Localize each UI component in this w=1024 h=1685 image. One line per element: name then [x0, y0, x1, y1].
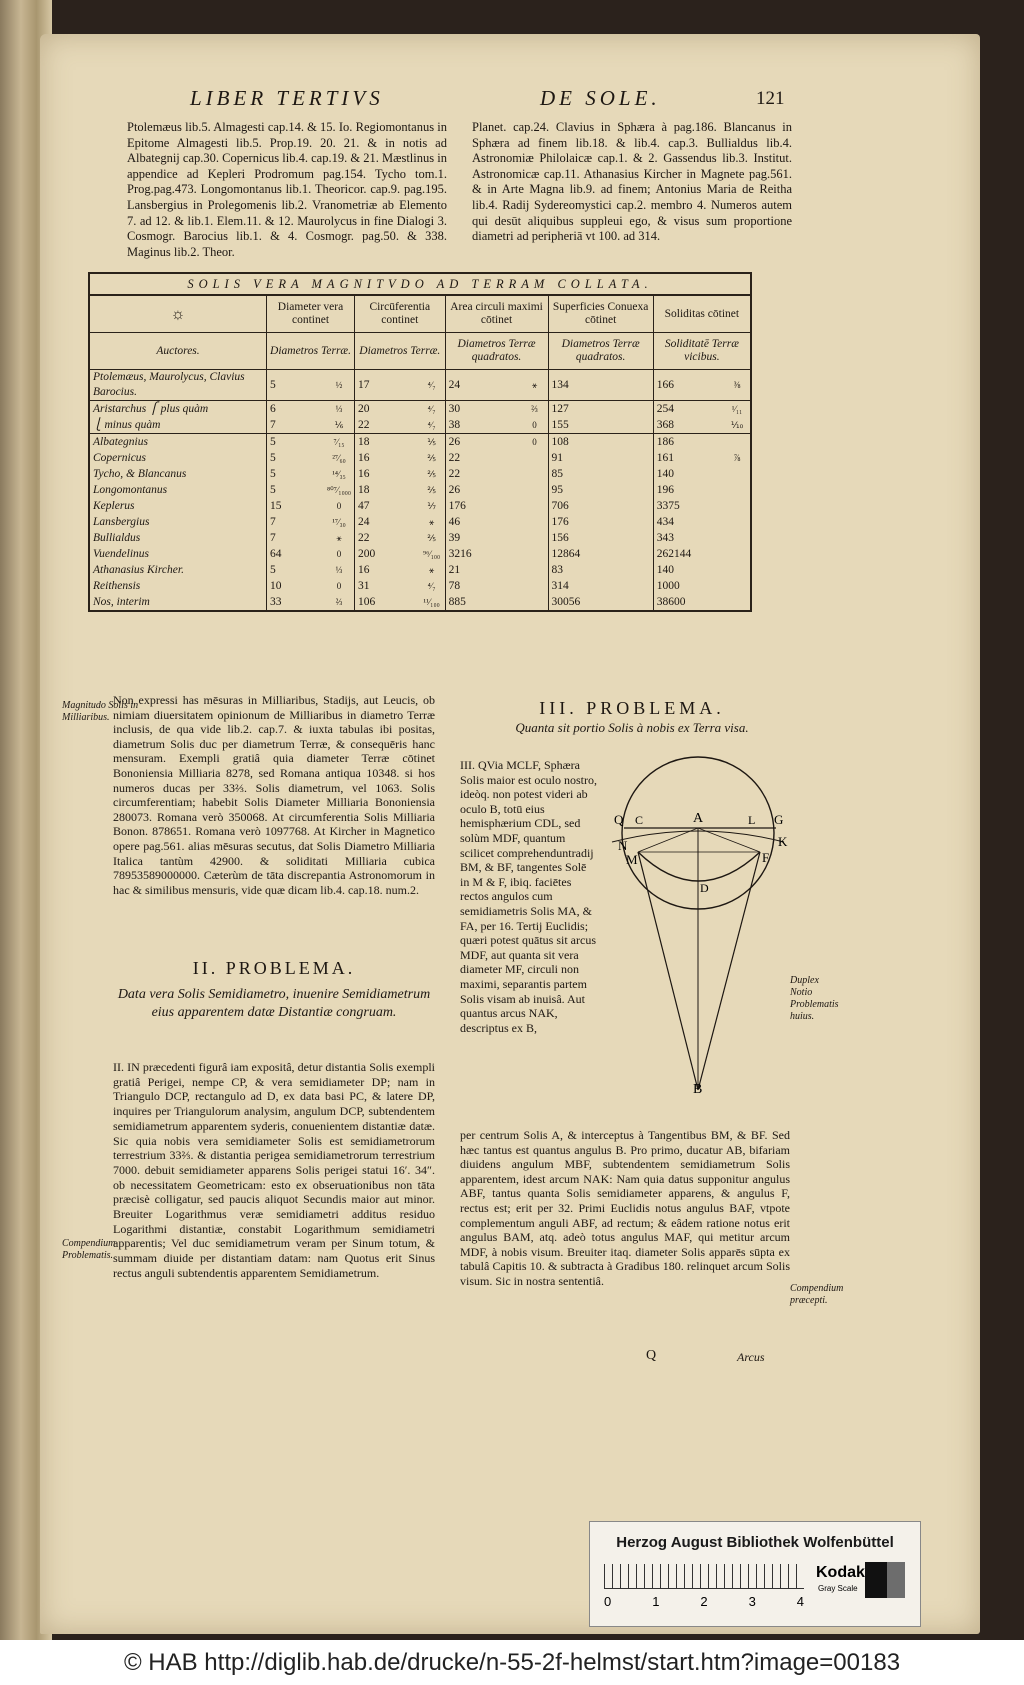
- fraction-cell: [522, 530, 549, 546]
- value-cell: 22: [445, 450, 521, 466]
- value-cell: 22: [354, 530, 418, 546]
- problem-3-text-part1: III. QVia MCLF, Sphæra Solis maior est oculo nostro, ideòq. non potest videri ab oculo B, totū eius hemisphærium CDL, sed solùm MDF, quantum scilicet comprehenduntradij BM, & BF, tangentes Solē in M & F, ibiq. faciētes rectos angulos cum semidiametris Solis MA, & FA, per 16. Tertij Euclidis; quæri potest quātus sit arcus MDF, aut quanta sit vera diameter MF, circuli non maximi, separantis partem Solis visam ab inuisâ. Aut quantus arcus NAK, descriptus ex B,: [460, 758, 597, 1035]
- value-cell: 10: [267, 578, 325, 594]
- value-cell: 83: [548, 562, 627, 578]
- fraction-cell: ⚹: [336, 532, 342, 543]
- fraction-cell: [627, 578, 654, 594]
- value-cell: 156: [548, 530, 627, 546]
- fraction-cell: 0: [522, 417, 549, 434]
- table-row: [89, 417, 751, 434]
- subheader-1: Diametros Terræ.: [267, 333, 355, 370]
- fraction-cell: [724, 514, 751, 530]
- header-diameter: Diameter vera continet: [267, 295, 355, 333]
- value-cell: 18: [354, 434, 418, 451]
- problem-2-title: II. PROBLEMA.: [192, 958, 356, 978]
- fraction-cell: ½: [324, 370, 354, 401]
- value-cell: 64: [267, 546, 325, 562]
- table-row: [89, 401, 751, 418]
- value-cell: 706: [548, 498, 627, 514]
- ruler-labels: [604, 1594, 804, 1609]
- tick-2: 2: [700, 1594, 708, 1609]
- label-G: G: [774, 812, 784, 827]
- table-row: [89, 530, 751, 546]
- value-cell: 176: [548, 514, 627, 530]
- value-cell: 155: [548, 417, 627, 434]
- fraction-cell: ⅒: [724, 417, 751, 434]
- author-cell: ⎩ minus quàm: [89, 417, 267, 434]
- fraction-cell: ⁸⁰⁷⁄₁₀₀₀: [327, 484, 351, 495]
- fraction-cell: [627, 530, 654, 546]
- header-solidity: Soliditas cōtinet: [653, 295, 751, 333]
- margin-note-compendium-praecepti: Compendium præcepti.: [790, 1283, 844, 1306]
- problem-2-subtitle: Data vera Solis Semidiametro, inuenire Semidiametrum eius apparentem datæ Distantiæ congruam.: [117, 987, 431, 1020]
- value-cell: 5: [267, 370, 325, 401]
- fraction-cell: [522, 594, 549, 611]
- gray-scale-label: Gray Scale: [818, 1584, 858, 1593]
- author-cell: Vuendelinus: [89, 546, 267, 562]
- table-row: [89, 578, 751, 594]
- value-cell: 3216: [445, 546, 521, 562]
- value-cell: 30056: [548, 594, 627, 611]
- value-cell: 15: [267, 498, 325, 514]
- sun-symbol-icon: ☼: [89, 295, 267, 333]
- value-cell: 16: [354, 562, 418, 578]
- value-cell: 5: [267, 450, 325, 466]
- value-cell: 140: [653, 562, 724, 578]
- fraction-cell: [724, 546, 751, 562]
- fraction-cell: ⚹: [428, 564, 435, 575]
- label-Q: Q: [614, 812, 624, 827]
- table-row: [89, 498, 751, 514]
- value-cell: 3375: [653, 498, 724, 514]
- value-cell: 26: [445, 482, 521, 498]
- value-cell: 134: [548, 370, 627, 401]
- value-cell: 16: [354, 450, 418, 466]
- fraction-cell: [627, 482, 654, 498]
- kodak-gray-scale-card: [589, 1521, 921, 1627]
- fraction-cell: [724, 434, 751, 451]
- fraction-cell: [522, 498, 549, 514]
- value-cell: 106: [354, 594, 418, 611]
- fraction-cell: [627, 401, 654, 418]
- table-row: [89, 434, 751, 451]
- value-cell: 434: [653, 514, 724, 530]
- value-cell: 18: [354, 482, 418, 498]
- problem-2-text: II. IN præcedenti figurâ iam expositâ, detur distantia Solis exempli gratiâ Perigei, nempe CP, & vera semidiameter DP; nam in Triangulo DCP, rectangulo ad D, ex data basi PC, & latere DP, inquires per Triangulorum analysim, angulum DCP, subtendentem semidiametrum apparentem syderis, conuenientem distantiæ datæ. Sic quia nobis vera semidiameter Solis est semidiametrorum terrestrium 33⅔. & distantia perigea semidiametrorum terrestrium 7000. debuit semidiameter apparens Solis perigei statui 16′. 34″. ob necessitatem Geometricam: esto ex obseruationibus non tāta præcisè colligatur, sed paucis aliquot Secundis maior aut minor. Breuiter Logarithmus veræ semidiametri additus residuo Logarithmi distantiæ, constabit Logarithmum semidiametri apparentis; Vel duc semidiametrum veram per Sinum totum, & summam diuide per distantiam datam: nam Quotus erit Sinus rectus anguli subtendentis apparentem Semidiametrum.: [113, 1060, 435, 1280]
- references-left: Ptolemæus lib.5. Almagesti cap.14. & 15. Io. Regiomontanus in Epitome Almagesti lib.5. Prop.19. 20. 21. & in notis ad Albategnij cap.30. Copernicus lib.4. cap.19. & 21. Mæstlinus in appendice ad Kepleri Prodromum pag.154. Tycho tom.1. Prog.pag.473. Longomontanus lib.1. Theoricor. cap.9. pag.195. Lansbergius in Prolegomenis lib.2. Vranometriæ ab Elemento 7. ad 12. & lib.1. Elem.11. & 12. Maurolycus in fine Dialogi 3. Cosmogr. Barocius lib.1. & 4. Cosmogr. pag.50. & 338. Maginus lib.2. Theor.: [127, 120, 447, 259]
- label-N: N: [618, 838, 628, 853]
- running-header-left: LIBER TERTIVS: [190, 86, 384, 110]
- gray-patch-mid: [887, 1562, 905, 1598]
- label-D: D: [700, 881, 709, 895]
- author-cell: Keplerus: [89, 498, 267, 514]
- value-cell: 31: [354, 578, 418, 594]
- author-cell: Reithensis: [89, 578, 267, 594]
- value-cell: 39: [445, 530, 521, 546]
- value-cell: 30: [445, 401, 521, 418]
- value-cell: 7: [267, 530, 325, 546]
- catchword-arcus: Arcus: [737, 1350, 765, 1364]
- value-cell: 140: [653, 466, 724, 482]
- value-cell: 885: [445, 594, 521, 611]
- table-row: [89, 594, 751, 611]
- fraction-cell: [724, 530, 751, 546]
- author-cell: Copernicus: [89, 450, 267, 466]
- value-cell: 161: [653, 450, 724, 466]
- author-cell: Bullialdus: [89, 530, 267, 546]
- value-cell: 5: [267, 562, 325, 578]
- fraction-cell: [522, 514, 549, 530]
- author-cell: Ptolemæus, Maurolycus, Clavius Barocius.: [89, 370, 267, 401]
- fraction-cell: ¹¹⁄₁₀₀: [419, 594, 446, 611]
- sun-visibility-diagram: [600, 750, 800, 1105]
- subheader-4: Diametros Terræ quadratos.: [548, 333, 653, 370]
- subheader-5: Soliditatē Terræ vicibus.: [653, 333, 751, 370]
- fraction-cell: ⁴⁄₇: [427, 580, 436, 591]
- fraction-cell: [627, 594, 654, 611]
- value-cell: 5: [267, 482, 325, 498]
- fraction-cell: ¹⁄₁₁: [731, 403, 743, 414]
- value-cell: 196: [653, 482, 724, 498]
- fraction-cell: [627, 370, 654, 401]
- fraction-cell: 0: [336, 548, 342, 559]
- problem-3-title: III. PROBLEMA.: [539, 698, 725, 718]
- fraction-cell: [627, 498, 654, 514]
- fraction-cell: ⁷⁄₁₅: [333, 436, 345, 447]
- fraction-cell: [627, 562, 654, 578]
- fraction-cell: ⅔: [531, 403, 538, 414]
- value-cell: 343: [653, 530, 724, 546]
- tick-0: 0: [604, 1594, 612, 1609]
- fraction-cell: [627, 434, 654, 451]
- fraction-cell: ⅕: [427, 436, 436, 447]
- table-title: SOLIS VERA MAGNITVDO AD TERRAM COLLATA.: [89, 273, 751, 295]
- value-cell: 1000: [653, 578, 724, 594]
- fraction-cell: ⅔: [324, 594, 354, 611]
- value-cell: 262144: [653, 546, 724, 562]
- value-cell: 38: [445, 417, 521, 434]
- fraction-cell: [522, 562, 549, 578]
- fraction-cell: [724, 466, 751, 482]
- value-cell: 5: [267, 434, 325, 451]
- table-row: [89, 466, 751, 482]
- author-cell: Tycho, & Blancanus: [89, 466, 267, 482]
- value-cell: 314: [548, 578, 627, 594]
- value-cell: 33: [267, 594, 325, 611]
- value-cell: 127: [548, 401, 627, 418]
- milliaria-paragraph: Non expressi has mēsuras in Milliaribus, Stadijs, aut Leucis, ob nimiam diuersitatem opinionum de Milliaribus in diametro Terræ inclusis, de qua vide lib.2. cap.7. & iuxta tabulas ibi positas, diametrum Solis duc per diametrum Terræ, & consequēris hanc mensuram. Exempli gratiâ quia diameter Terræ cōtinet Bononiensia Milliaria 8278, sed Romana antiqua 10348. si hos numeros ducas per 33⅔. Solis diametrum, vel 1063. Solis circumferentiam; habebit Solis Diameter Milliaria Bononiensia 280073. Romana verò 350068. At circumferentia Solis Milliaria Bonon. 878651. Romana verò 1097768. At Kircher in Magnetico opere pag.561. alias mēsuras secutus, dat Solis Diametro Milliaria Italica tantùm 42900. & soliditati Milliaria cubica 78953589000000. Cæterùm de tāta discrepantia Astronomorum in hac & similibus mensuris, vide quæ dicam lib.4. cap.18. num.2.: [113, 693, 435, 897]
- problem-3-subtitle: Quanta sit portio Solis à nobis ex Terra visa.: [515, 720, 749, 735]
- problem-3-text-part2: per centrum Solis A, & interceptus à Tangentibus BM, & BF. Sed hæc tantus est quantus angulus B. Pro primo, ducatur AB, bifariam diuidens angulum MBF, subtendentem semidiametrum Solis apparentem, idest arcum NAK: Nam quia datus supponitur angulus ABF, tantus quanta Solis semidiameter apparens, & angulus F, rectus est; erit per 32. Primi Euclidis notus angulus BAF, vtpote complementum anguli ABF, ad rectum; & eâdem ratione notus erit angulus BAM, atq. adeò totus angulus MAF, qui metitur arcum MDF, à nobis visum. Breuiter itaq. diameter Solis apparēs sūpta ex tabulâ Capitis 10. & subtracta à Gradibus 180. relinquet arcum Solis visum. Sic in nostra sententiâ.: [460, 1128, 790, 1288]
- fraction-cell: [627, 466, 654, 482]
- author-cell: Albategnius: [89, 434, 267, 451]
- subheader-2: Diametros Terræ.: [354, 333, 445, 370]
- value-cell: 46: [445, 514, 521, 530]
- value-cell: 21: [445, 562, 521, 578]
- table-row: [89, 546, 751, 562]
- fraction-cell: ⚹: [522, 370, 549, 401]
- author-cell: Nos, interim: [89, 594, 267, 611]
- value-cell: 200: [354, 546, 418, 562]
- value-cell: 24: [445, 370, 521, 401]
- author-cell: Aristarchus ⎧ plus quàm: [89, 401, 267, 418]
- library-name: Herzog August Bibliothek Wolfenbüttel: [616, 1534, 894, 1551]
- value-cell: 47: [354, 498, 418, 514]
- value-cell: 78: [445, 578, 521, 594]
- subheader-authors: Auctores.: [89, 333, 267, 370]
- fraction-cell: ⁴⁄₇: [419, 417, 446, 434]
- label-K: K: [778, 834, 788, 849]
- fraction-cell: ¹⁴⁄₃₅: [332, 468, 346, 479]
- fraction-cell: ⅞: [733, 452, 741, 463]
- page-number: 121: [756, 88, 785, 109]
- sun-magnitude-table: [88, 272, 752, 612]
- value-cell: 6: [267, 401, 325, 418]
- fraction-cell: ⁹⁶⁄₁₀₀: [422, 548, 441, 559]
- tick-1: 1: [652, 1594, 660, 1609]
- fraction-cell: ⁴⁄₇: [419, 370, 446, 401]
- table-row: [89, 450, 751, 466]
- tick-4: 4: [796, 1594, 804, 1609]
- value-cell: 24: [354, 514, 418, 530]
- fraction-cell: [724, 594, 751, 611]
- value-cell: 7: [267, 514, 325, 530]
- fraction-cell: ⁴⁄₇: [427, 403, 436, 414]
- value-cell: 7: [267, 417, 325, 434]
- value-cell: 22: [354, 417, 418, 434]
- table-row: [89, 514, 751, 530]
- fraction-cell: ⅐: [427, 500, 436, 511]
- fraction-cell: ⅓: [335, 564, 343, 575]
- fraction-cell: ⅖: [427, 532, 436, 543]
- fraction-cell: [724, 562, 751, 578]
- fraction-cell: ²⁷⁄₆₀: [332, 452, 346, 463]
- margin-note-compendium-problematis: Compendium Problematis.: [62, 1238, 116, 1261]
- fraction-cell: [522, 466, 549, 482]
- value-cell: 20: [354, 401, 418, 418]
- fraction-cell: 0: [336, 580, 342, 591]
- running-header-right: DE SOLE.: [540, 86, 661, 110]
- table-row: [89, 370, 751, 401]
- value-cell: 186: [653, 434, 724, 451]
- value-cell: 22: [445, 466, 521, 482]
- ruler-scale: [604, 1564, 804, 1589]
- fraction-cell: [724, 482, 751, 498]
- fraction-cell: [627, 514, 654, 530]
- author-cell: Lansbergius: [89, 514, 267, 530]
- references-right: Planet. cap.24. Clavius in Sphæra à pag.186. Blancanus in Sphæra ad finem lib.18. & lib.4. cap.3. Bullialdus lib.4. Astronomiæ Philolaicæ cap.1. & 2. Gassendus lib.3. Institut. Astronomicæ cap.11. Athanasius Kircher in Magnete pag.561. & in Arte Magna lib.9. ad finem; Antonius Maria de Reitha lib.4. Radij Sydereomystici cap.2. membro 4. Numeros autem qui desūt aliquibus suppleui ego, & visus sum proportione diametri ad peripheriā vt 100. ad 314.: [472, 120, 792, 244]
- table-row: [89, 562, 751, 578]
- label-C: C: [635, 813, 644, 827]
- label-M: M: [626, 852, 638, 867]
- subheader-3: Diametros Terræ quadratos.: [445, 333, 548, 370]
- catchword-q: Q: [646, 1348, 657, 1363]
- fraction-cell: ⅙: [324, 417, 354, 434]
- header-circumference: Circūferentia continet: [354, 295, 445, 333]
- value-cell: 95: [548, 482, 627, 498]
- label-A: A: [693, 811, 704, 826]
- author-cell: Athanasius Kircher.: [89, 562, 267, 578]
- fraction-cell: [627, 546, 654, 562]
- fraction-cell: ⅓: [335, 403, 343, 414]
- fraction-cell: [627, 450, 654, 466]
- value-cell: 38600: [653, 594, 724, 611]
- label-B: B: [693, 1082, 703, 1097]
- fraction-cell: [627, 417, 654, 434]
- gray-patch-black: [865, 1562, 887, 1598]
- value-cell: 12864: [548, 546, 627, 562]
- copyright-footer: © HAB http://diglib.hab.de/drucke/n-55-2f-helmst/start.htm?image=00183: [0, 1640, 1024, 1685]
- value-cell: 176: [445, 498, 521, 514]
- value-cell: 368: [653, 417, 724, 434]
- fraction-cell: ⅖: [427, 484, 436, 495]
- value-cell: 5: [267, 466, 325, 482]
- fraction-cell: 0: [336, 500, 342, 511]
- fraction-cell: [522, 482, 549, 498]
- value-cell: 166: [653, 370, 724, 401]
- value-cell: 17: [354, 370, 418, 401]
- value-cell: 85: [548, 466, 627, 482]
- header-surface: Superficies Conuexa cōtinet: [548, 295, 653, 333]
- margin-note-magnitudo: Magnitudo Solis in Milliaribus.: [62, 700, 139, 723]
- fraction-cell: [522, 450, 549, 466]
- tick-3: 3: [748, 1594, 756, 1609]
- table-row: [89, 482, 751, 498]
- margin-note-duplex: Duplex Notio Problematis huius.: [790, 975, 839, 1022]
- fraction-cell: ¹⁷⁄₃₀: [332, 516, 346, 527]
- fraction-cell: ⅖: [427, 468, 436, 479]
- value-cell: 26: [445, 434, 521, 451]
- fraction-cell: ⅜: [724, 370, 751, 401]
- fraction-cell: 0: [532, 436, 537, 447]
- value-cell: 254: [653, 401, 724, 418]
- author-cell: Longomontanus: [89, 482, 267, 498]
- fraction-cell: [724, 498, 751, 514]
- label-F: F: [762, 850, 770, 865]
- fraction-cell: ⚹: [428, 516, 435, 527]
- value-cell: 16: [354, 466, 418, 482]
- fraction-cell: [522, 546, 549, 562]
- value-cell: 108: [548, 434, 627, 451]
- kodak-brand: Kodak: [816, 1564, 865, 1581]
- value-cell: 91: [548, 450, 627, 466]
- label-L: L: [748, 813, 756, 827]
- header-area: Area circuli maximi cōtinet: [445, 295, 548, 333]
- fraction-cell: ⅖: [427, 452, 436, 463]
- fraction-cell: [724, 578, 751, 594]
- fraction-cell: [522, 578, 549, 594]
